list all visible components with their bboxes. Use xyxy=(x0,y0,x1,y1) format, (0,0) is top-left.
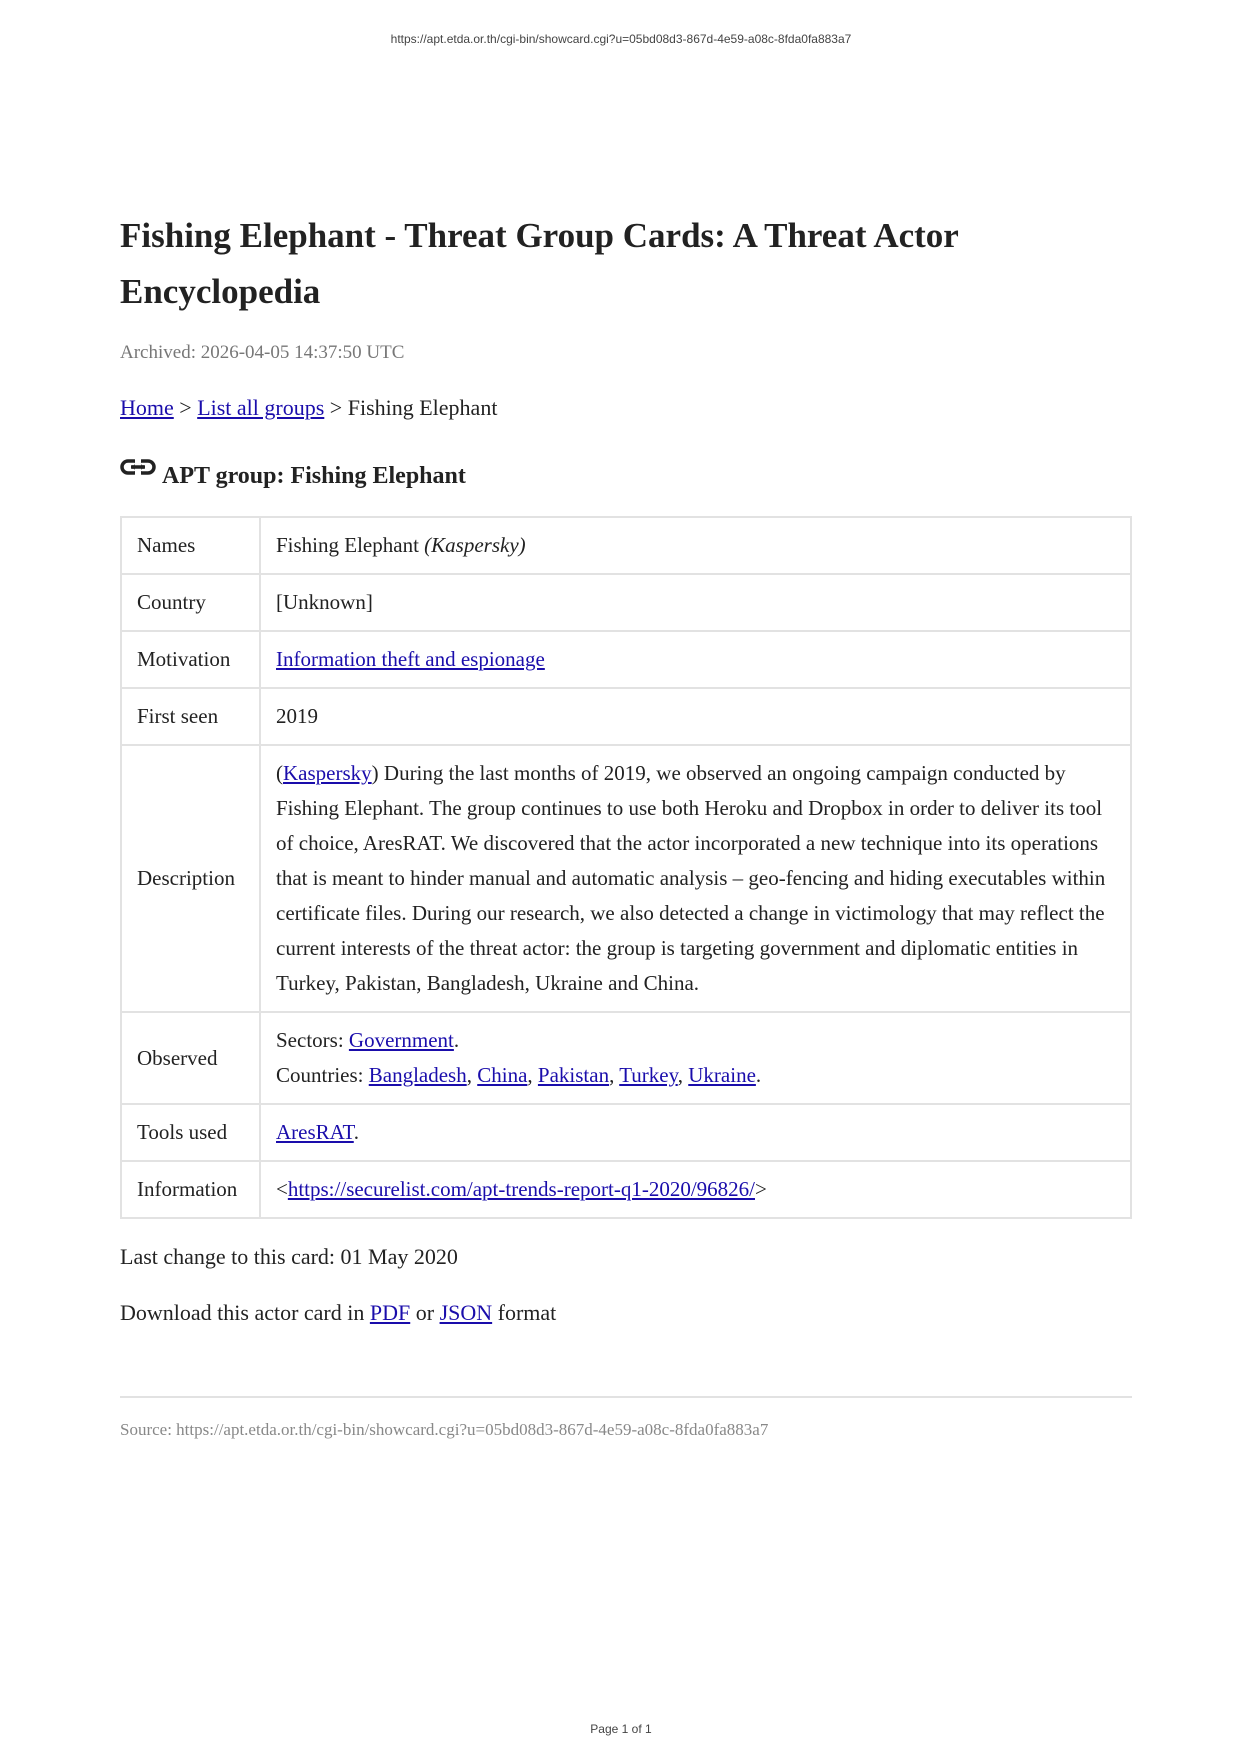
sectors-label: Sectors: xyxy=(276,1028,349,1052)
information-value xyxy=(260,1161,1131,1218)
observed-value xyxy=(260,1012,1131,1104)
observed-sectors xyxy=(276,1023,1115,1058)
country-link[interactable]: Ukraine xyxy=(688,1063,756,1087)
description-source-link[interactable]: Kaspersky xyxy=(283,761,372,785)
motivation-link[interactable]: Information theft and espionage xyxy=(276,647,545,671)
download-prefix: Download this actor card in xyxy=(120,1300,370,1325)
source-url: Source: https://apt.etda.or.th/cgi-bin/showcard.cgi?u=05bd08d3-867d-4e59-a08c-8fda0fa883a7 xyxy=(120,1420,769,1439)
apt-group-heading-text: APT group: Fishing Elephant xyxy=(162,463,466,489)
table-row-information xyxy=(121,1161,1131,1218)
country-value: [Unknown] xyxy=(260,574,1131,631)
main-content xyxy=(120,208,1132,1440)
paren: ( xyxy=(276,761,283,785)
download-json-link[interactable]: JSON xyxy=(439,1300,493,1325)
table-row-names xyxy=(121,517,1131,574)
punctuation: , xyxy=(466,1063,478,1087)
punctuation: . xyxy=(755,1063,762,1087)
breadcrumb-home-link[interactable]: Home xyxy=(120,395,174,420)
threat-group-card-table xyxy=(120,516,1132,1219)
row-label: Country xyxy=(121,574,260,631)
punctuation: . xyxy=(353,1120,360,1144)
download-line xyxy=(120,1298,1132,1328)
breadcrumb-separator: > xyxy=(324,395,348,420)
names-text: Fishing Elephant xyxy=(276,533,419,557)
tools-value xyxy=(260,1104,1131,1161)
breadcrumb-separator: > xyxy=(173,395,198,420)
punctuation: . xyxy=(453,1028,460,1052)
country-link[interactable]: Turkey xyxy=(619,1063,678,1087)
observed-countries xyxy=(276,1058,1115,1093)
link-icon[interactable] xyxy=(120,452,156,482)
download-or: or xyxy=(410,1300,440,1325)
country-link[interactable]: Bangladesh xyxy=(368,1063,467,1087)
download-pdf-link[interactable]: PDF xyxy=(369,1300,411,1325)
description-text: ) During the last months of 2019, we observed an ongoing campaign conducted by Fishing Elephant. The group continues to use both Heroku and Dropbox in order to deliver its tool of choice, AresRAT. We discovered that the actor incorporated a new technique into its operations that is meant to hinder manual and automatic analysis – geo-fencing and hiding executables within certificate files. During our research, we also detected a change in victimology that may reflect the current interests of the threat actor: the group is targeting government and diplomatic entities in Turkey, Pakistan, Bangladesh, Ukraine and China. xyxy=(276,761,1106,995)
information-link[interactable]: https://securelist.com/apt-trends-report-q1-2020/96826/ xyxy=(287,1177,755,1201)
first-seen-value: 2019 xyxy=(260,688,1131,745)
breadcrumb xyxy=(120,394,1132,422)
motivation-value xyxy=(260,631,1131,688)
description-value xyxy=(260,745,1131,1012)
names-source: (Kaspersky) xyxy=(424,533,526,557)
row-label: Information xyxy=(121,1161,260,1218)
row-label: Observed xyxy=(121,1012,260,1104)
breadcrumb-current: Fishing Elephant xyxy=(347,395,498,420)
print-header-url: https://apt.etda.or.th/cgi-bin/showcard.cgi?u=05bd08d3-867d-4e59-a08c-8fda0fa883a7 xyxy=(390,32,852,46)
table-row-tools-used xyxy=(121,1104,1131,1161)
angle-bracket: < xyxy=(276,1177,288,1201)
table-row-country xyxy=(121,574,1131,631)
country-link[interactable]: Pakistan xyxy=(537,1063,610,1087)
row-label: Motivation xyxy=(121,631,260,688)
sector-link[interactable]: Government xyxy=(348,1028,454,1052)
tool-link[interactable]: AresRAT xyxy=(276,1120,354,1144)
countries-label: Countries: xyxy=(276,1063,369,1087)
row-label: Names xyxy=(121,517,260,574)
row-label: Description xyxy=(121,745,260,1012)
punctuation: , xyxy=(609,1063,620,1087)
last-change: Last change to this card: 01 May 2020 xyxy=(120,1244,458,1269)
table-row-first-seen xyxy=(121,688,1131,745)
names-value xyxy=(260,517,1131,574)
breadcrumb-list-all-groups-link[interactable]: List all groups xyxy=(197,395,325,420)
country-link[interactable]: China xyxy=(477,1063,528,1087)
punctuation: , xyxy=(527,1063,538,1087)
page-number: Page 1 of 1 xyxy=(590,1722,652,1736)
punctuation: , xyxy=(677,1063,689,1087)
download-suffix: format xyxy=(492,1300,557,1325)
row-label: First seen xyxy=(121,688,260,745)
angle-bracket: > xyxy=(755,1177,767,1201)
apt-group-heading xyxy=(120,460,1132,490)
page-title: Fishing Elephant - Threat Group Cards: A Threat Actor Encyclopedia xyxy=(120,216,959,311)
divider xyxy=(120,1396,1132,1398)
table-row-description xyxy=(121,745,1131,1012)
table-row-observed xyxy=(121,1012,1131,1104)
archived-timestamp: Archived: 2026-04-05 14:37:50 UTC xyxy=(120,342,405,363)
table-row-motivation xyxy=(121,631,1131,688)
row-label: Tools used xyxy=(121,1104,260,1161)
